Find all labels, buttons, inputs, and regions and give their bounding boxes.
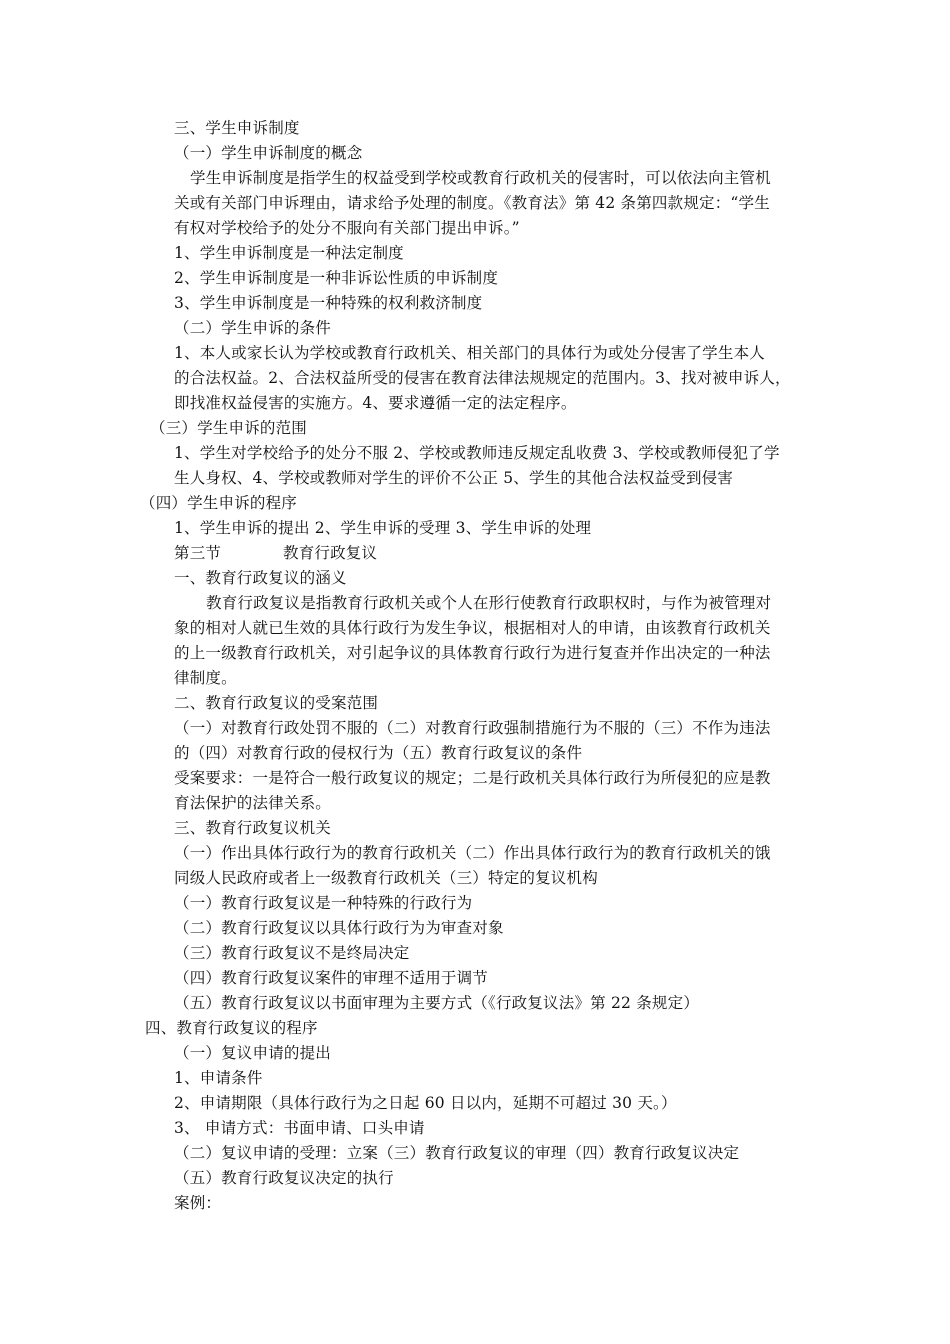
paragraph-line: 受案要求：一是符合一般行政复议的规定；二是行政机关具体行政行为所侵犯的应是教 xyxy=(174,769,771,787)
paragraph-line: 的上一级教育行政机关，对引起争议的具体教育行政行为进行复查并作出决定的一种法 xyxy=(174,644,771,662)
paragraph-line: （一）对教育行政处罚不服的（二）对教育行政强制措施行为不服的（三）不作为违法 xyxy=(174,719,771,737)
subsection-heading: （一）学生申诉制度的概念 xyxy=(174,144,363,162)
subsection-heading: （二）学生申诉的条件 xyxy=(174,319,332,337)
paragraph-line: 1、本人或家长认为学校或教育行政机关、相关部门的具体行为或处分侵害了学生本人 xyxy=(174,344,765,362)
list-item: （一）教育行政复议是一种特殊的行政行为 xyxy=(174,894,473,912)
chapter-section-title: 教育行政复议 xyxy=(283,544,378,562)
list-item: 1、申请条件 xyxy=(174,1069,263,1087)
list-item: （三）教育行政复议不是终局决定 xyxy=(174,944,410,962)
paragraph-line: （二）复议申请的受理：立案（三）教育行政复议的审理（四）教育行政复议决定 xyxy=(174,1144,740,1162)
paragraph-line: 教育行政复议是指教育行政机关或个人在形行使教育行政职权时，与作为被管理对 xyxy=(206,594,772,612)
section-heading: 三、教育行政复议机关 xyxy=(174,819,332,837)
paragraph-line: 象的相对人就已生效的具体行政行为发生争议，根据相对人的申请，由该教育行政机关 xyxy=(174,619,771,637)
paragraph-line: 的（四）对教育行政的侵权行为（五）教育行政复议的条件 xyxy=(174,744,583,762)
list-item: （二）教育行政复议以具体行政行为为审查对象 xyxy=(174,919,504,937)
list-item: 2、学生申诉制度是一种非诉讼性质的申诉制度 xyxy=(174,269,499,287)
paragraph-line: 关或有关部门申诉理由，请求给予处理的制度。《教育法》第 42 条第四款规定：“学生 xyxy=(174,194,770,212)
chapter-section-label: 第三节 xyxy=(174,544,222,562)
paragraph-line: 1、学生申诉的提出 2、学生申诉的受理 3、学生申诉的处理 xyxy=(174,519,592,537)
list-item: （五）教育行政复议以书面审理为主要方式（《行政复议法》第 22 条规定） xyxy=(174,994,700,1012)
paragraph-line: 学生申诉制度是指学生的权益受到学校或教育行政机关的侵害时，可以依法向主管机 xyxy=(190,169,771,187)
case-label: 案例： xyxy=(174,1194,222,1212)
list-item: 3、学生申诉制度是一种特殊的权利救济制度 xyxy=(174,294,483,312)
paragraph-line: 生人身权、4、学校或教师对学生的评价不公正 5、学生的其他合法权益受到侵害 xyxy=(174,469,734,487)
list-item: 2、申请期限（具体行政行为之日起 60 日以内，延期不可超过 30 天。） xyxy=(174,1094,677,1112)
list-item: 3、 申请方式：书面申请、口头申请 xyxy=(174,1119,425,1137)
paragraph-line: 同级人民政府或者上一级教育行政机关（三）特定的复议机构 xyxy=(174,869,598,887)
paragraph-line: 有权对学校给予的处分不服向有关部门提出申诉。” xyxy=(174,219,520,237)
paragraph-line: 育法保护的法律关系。 xyxy=(174,794,332,812)
subsection-heading: （四）学生申诉的程序 xyxy=(140,494,298,512)
section-heading: 二、教育行政复议的受案范围 xyxy=(174,694,379,712)
list-item: （四）教育行政复议案件的审理不适用于调节 xyxy=(174,969,489,987)
subsection-heading: （五）教育行政复议决定的执行 xyxy=(174,1169,394,1187)
section-heading: 四、教育行政复议的程序 xyxy=(145,1019,318,1037)
paragraph-line: 1、学生对学校给予的处分不服 2、学校或教师违反规定乱收费 3、学校或教师侵犯了学 xyxy=(174,444,780,462)
section-heading: 一、教育行政复议的涵义 xyxy=(174,569,347,587)
paragraph-line: 律制度。 xyxy=(174,669,237,687)
subsection-heading: （三）学生申诉的范围 xyxy=(150,419,308,437)
paragraph-line: （一）作出具体行政行为的教育行政机关（二）作出具体行政行为的教育行政机关的饿 xyxy=(174,844,771,862)
section-heading: 三、学生申诉制度 xyxy=(174,119,300,137)
paragraph-line: 的合法权益。2、合法权益所受的侵害在教育法律法规规定的范围内。3、找对被申诉人， xyxy=(174,369,791,387)
list-item: 1、学生申诉制度是一种法定制度 xyxy=(174,244,404,262)
subsection-heading: （一）复议申请的提出 xyxy=(174,1044,332,1062)
paragraph-line: 即找准权益侵害的实施方。4、要求遵循一定的法定程序。 xyxy=(174,394,577,412)
